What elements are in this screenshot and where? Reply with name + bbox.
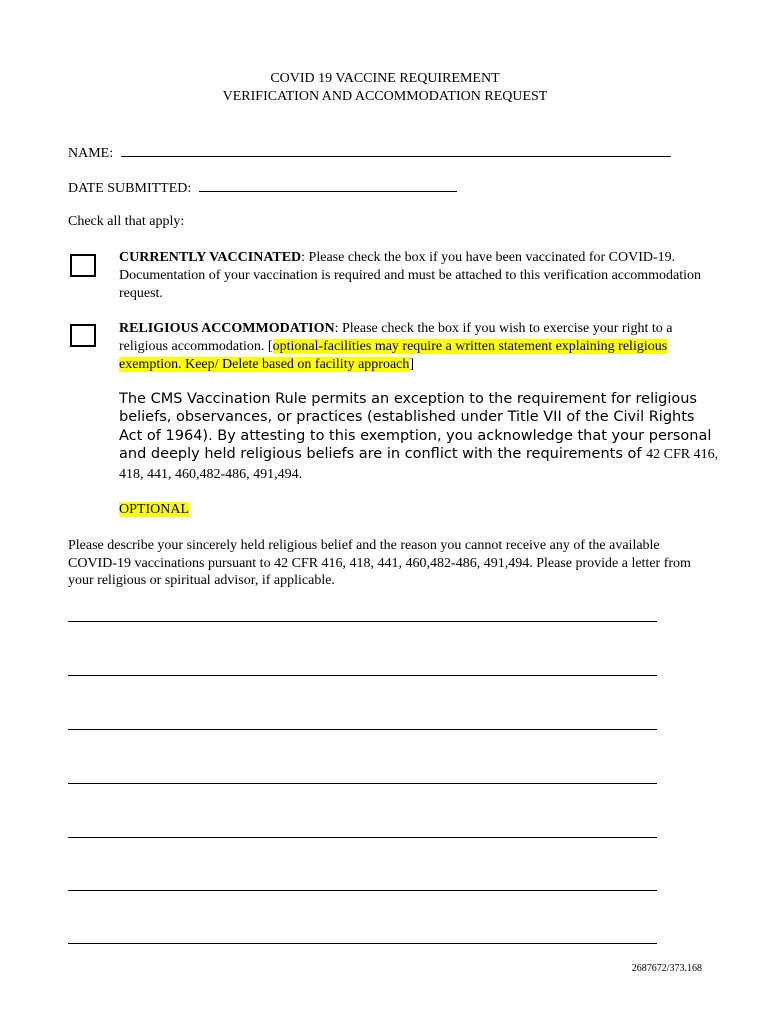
religious-option-text [119,320,709,374]
check-all-instruction: Check all that apply: [68,214,185,229]
describe-belief-instructions: Please describe your sincerely held religious belief and the reason you cannot receive any of the available COVID-19 vaccinations pursuant to 42 CFR 416, 418, 441, 460,482-486, 491,494. Please provide a letter from your religious or spiritual advisor, if applicable. [68,538,691,588]
vaccinated-option-description: : Please check the box if you have been vaccinated for COVID-19. Documentation of your vaccination is required and must be attached to this verification accommodation request. [119,250,701,301]
name-input-line[interactable] [121,143,671,157]
vaccinated-option-label: CURRENTLY VACCINATED [119,250,302,265]
response-line-6[interactable] [68,890,657,891]
cms-rule-citation: 42 CFR 416, 418, 441, 460,482-486, 491,494. [119,447,719,482]
religious-accommodation-checkbox[interactable] [70,324,96,347]
response-line-1[interactable] [68,621,657,622]
cms-vaccination-rule-paragraph [119,390,719,484]
vaccinated-option-text [119,249,709,303]
form-title-line-2: VERIFICATION AND ACCOMMODATION REQUEST [222,89,548,104]
date-submitted-input-line[interactable] [199,178,457,192]
cms-rule-text: The CMS Vaccination Rule permits an exception to the requirement for religious beliefs, observances, or practices (established under Title VII of the Civil Rights Act of 1964). By attesting to this exemption, you acknowledge that your personal and deeply held religious beliefs are in conflict with the requirements of [119,391,712,463]
response-line-7[interactable] [68,943,657,944]
document-footer-id: 2687672/373.168 [631,963,702,974]
date-submitted-label: DATE SUBMITTED: [68,181,192,196]
date-field-row [68,178,457,198]
name-label: NAME: [68,146,114,161]
religious-option-label: RELIGIOUS ACCOMMODATION [119,321,335,336]
vaccinated-checkbox[interactable] [70,254,96,277]
optional-label-text: OPTIONAL [119,502,189,517]
religious-option-bracket-close: ] [409,357,415,372]
response-line-5[interactable] [68,837,657,838]
religious-option-highlight-note: optional-facilities may require a written statement explaining religious exemption. Keep/ Delete based on facility approach [119,339,668,372]
name-field-row [68,143,671,163]
response-line-4[interactable] [68,783,657,784]
optional-label [119,501,189,519]
response-line-2[interactable] [68,675,657,676]
religious-option-description: : Please check the box if you wish to exercise your right to a religious accommodation. [ [119,321,673,354]
response-line-3[interactable] [68,729,657,730]
form-title-line-1: COVID 19 VACCINE REQUIREMENT [270,71,500,86]
